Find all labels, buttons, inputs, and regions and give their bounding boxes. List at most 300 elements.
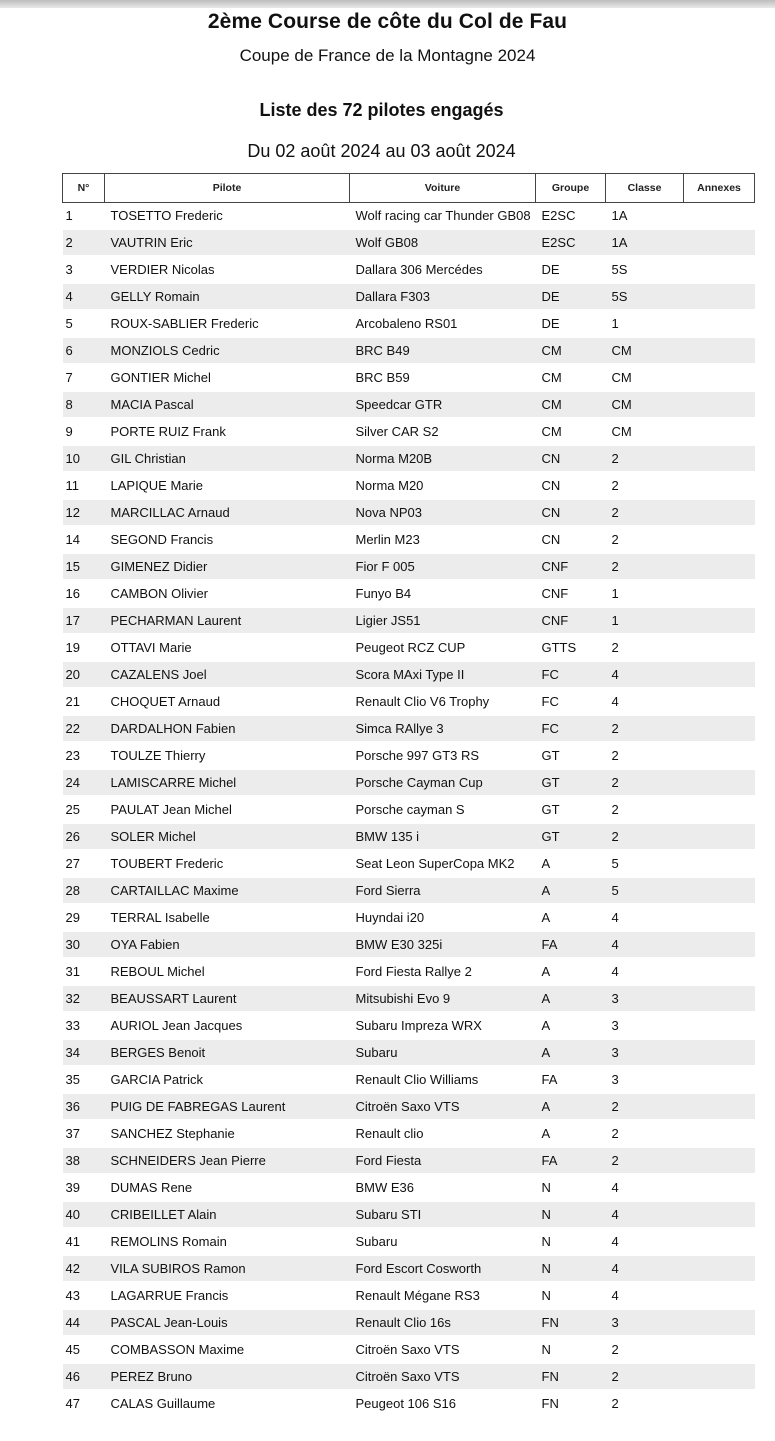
cell-annexes <box>684 796 755 823</box>
cell-group: CN <box>536 526 606 553</box>
cell-pilot: GARCIA Patrick <box>105 1066 350 1093</box>
cell-class: 3 <box>606 1039 684 1066</box>
table-row <box>63 985 755 1012</box>
cell-pilot: PORTE RUIZ Frank <box>105 418 350 445</box>
cell-car: Renault Clio Williams <box>350 1066 536 1093</box>
cell-pilot: SOLER Michel <box>105 823 350 850</box>
cell-annexes <box>684 1336 755 1363</box>
table-row <box>63 229 755 256</box>
cell-number: 33 <box>63 1012 105 1039</box>
cell-number: 28 <box>63 877 105 904</box>
table-row <box>63 1255 755 1282</box>
cell-group: GT <box>536 823 606 850</box>
cell-car: Citroën Saxo VTS <box>350 1363 536 1390</box>
cell-pilot: CAMBON Olivier <box>105 580 350 607</box>
cell-car: Seat Leon SuperCopa MK2 <box>350 850 536 877</box>
cell-pilot: REMOLINS Romain <box>105 1228 350 1255</box>
cell-car: Wolf GB08 <box>350 229 536 256</box>
table-row <box>63 904 755 931</box>
cell-car: Simca RAllye 3 <box>350 715 536 742</box>
cell-pilot: PEREZ Bruno <box>105 1363 350 1390</box>
cell-class: 2 <box>606 715 684 742</box>
cell-annexes <box>684 634 755 661</box>
cell-car: Subaru Impreza WRX <box>350 1012 536 1039</box>
cell-number: 35 <box>63 1066 105 1093</box>
cell-pilot: COMBASSON Maxime <box>105 1336 350 1363</box>
cell-pilot: GONTIER Michel <box>105 364 350 391</box>
cell-group: A <box>536 850 606 877</box>
cell-number: 12 <box>63 499 105 526</box>
cell-group: FA <box>536 931 606 958</box>
cell-pilot: BERGES Benoit <box>105 1039 350 1066</box>
cell-pilot: GIMENEZ Didier <box>105 553 350 580</box>
cell-group: GT <box>536 796 606 823</box>
table-row <box>63 634 755 661</box>
cell-pilot: DARDALHON Fabien <box>105 715 350 742</box>
cell-car: BRC B49 <box>350 337 536 364</box>
cell-car: Subaru <box>350 1228 536 1255</box>
cell-class: 4 <box>606 904 684 931</box>
cell-class: 3 <box>606 985 684 1012</box>
cell-annexes <box>684 445 755 472</box>
cell-number: 6 <box>63 337 105 364</box>
table-row <box>63 850 755 877</box>
cell-pilot: MARCILLAC Arnaud <box>105 499 350 526</box>
cell-car: Renault Mégane RS3 <box>350 1282 536 1309</box>
cell-pilot: SEGOND Francis <box>105 526 350 553</box>
cell-number: 3 <box>63 256 105 283</box>
cell-class: 1A <box>606 203 684 230</box>
cell-group: FA <box>536 1066 606 1093</box>
cell-class: 2 <box>606 634 684 661</box>
cell-car: Mitsubishi Evo 9 <box>350 985 536 1012</box>
cell-group: A <box>536 1039 606 1066</box>
cell-annexes <box>684 256 755 283</box>
cell-number: 26 <box>63 823 105 850</box>
cell-group: CN <box>536 472 606 499</box>
table-row <box>63 1282 755 1309</box>
cell-group: GTTS <box>536 634 606 661</box>
cell-class: 4 <box>606 1282 684 1309</box>
cell-annexes <box>684 526 755 553</box>
table-row <box>63 931 755 958</box>
cell-annexes <box>684 229 755 256</box>
cell-number: 11 <box>63 472 105 499</box>
cell-annexes <box>684 1120 755 1147</box>
cell-number: 38 <box>63 1147 105 1174</box>
cell-pilot: VAUTRIN Eric <box>105 229 350 256</box>
cell-pilot: TOSETTO Frederic <box>105 203 350 230</box>
column-header-number: N° <box>63 174 105 203</box>
cell-annexes <box>684 985 755 1012</box>
cell-class: 5S <box>606 256 684 283</box>
cell-pilot: LAGARRUE Francis <box>105 1282 350 1309</box>
cell-group: CN <box>536 445 606 472</box>
cell-number: 40 <box>63 1201 105 1228</box>
cell-number: 10 <box>63 445 105 472</box>
table-row <box>63 715 755 742</box>
cell-car: Speedcar GTR <box>350 391 536 418</box>
cell-number: 47 <box>63 1390 105 1417</box>
cell-annexes <box>684 1039 755 1066</box>
cell-number: 21 <box>63 688 105 715</box>
table-row <box>63 661 755 688</box>
cell-number: 45 <box>63 1336 105 1363</box>
cell-annexes <box>684 499 755 526</box>
cell-car: Porsche Cayman Cup <box>350 769 536 796</box>
cell-group: A <box>536 958 606 985</box>
cell-group: FA <box>536 1147 606 1174</box>
cell-class: 4 <box>606 1228 684 1255</box>
cell-pilot: PASCAL Jean-Louis <box>105 1309 350 1336</box>
cell-class: 2 <box>606 1336 684 1363</box>
cell-car: Dallara 306 Mercédes <box>350 256 536 283</box>
cell-group: A <box>536 985 606 1012</box>
cell-annexes <box>684 364 755 391</box>
cell-number: 15 <box>63 553 105 580</box>
cell-car: Norma M20 <box>350 472 536 499</box>
cell-annexes <box>684 337 755 364</box>
cell-group: FN <box>536 1309 606 1336</box>
cell-car: Arcobaleno RS01 <box>350 310 536 337</box>
cell-class: 2 <box>606 769 684 796</box>
cell-annexes <box>684 1309 755 1336</box>
cell-number: 5 <box>63 310 105 337</box>
cell-pilot: GIL Christian <box>105 445 350 472</box>
cell-car: Porsche cayman S <box>350 796 536 823</box>
cell-number: 39 <box>63 1174 105 1201</box>
cell-number: 9 <box>63 418 105 445</box>
cell-class: 1 <box>606 580 684 607</box>
cell-pilot: PUIG DE FABREGAS Laurent <box>105 1093 350 1120</box>
cell-car: Nova NP03 <box>350 499 536 526</box>
cell-number: 41 <box>63 1228 105 1255</box>
cell-group: FC <box>536 661 606 688</box>
column-header-class: Classe <box>606 174 684 203</box>
cell-annexes <box>684 742 755 769</box>
cell-car: Citroën Saxo VTS <box>350 1093 536 1120</box>
cell-number: 31 <box>63 958 105 985</box>
cell-number: 43 <box>63 1282 105 1309</box>
cell-group: DE <box>536 256 606 283</box>
cell-annexes <box>684 1201 755 1228</box>
cell-number: 37 <box>63 1120 105 1147</box>
cell-number: 29 <box>63 904 105 931</box>
table-row <box>63 580 755 607</box>
event-subtitle: Coupe de France de la Montagne 2024 <box>239 46 536 65</box>
cell-car: Renault Clio V6 Trophy <box>350 688 536 715</box>
cell-annexes <box>684 553 755 580</box>
table-row <box>63 472 755 499</box>
cell-pilot: ROUX-SABLIER Frederic <box>105 310 350 337</box>
table-row <box>63 1174 755 1201</box>
table-row <box>63 203 755 230</box>
cell-group: DE <box>536 283 606 310</box>
cell-car: Wolf racing car Thunder GB08 <box>350 203 536 230</box>
cell-annexes <box>684 877 755 904</box>
table-row <box>63 1309 755 1336</box>
cell-pilot: OTTAVI Marie <box>105 634 350 661</box>
table-row <box>63 1066 755 1093</box>
cell-annexes <box>684 1255 755 1282</box>
column-header-pilot: Pilote <box>105 174 350 203</box>
cell-number: 25 <box>63 796 105 823</box>
cell-annexes <box>684 715 755 742</box>
cell-annexes <box>684 203 755 230</box>
table-row <box>63 1147 755 1174</box>
cell-group: CNF <box>536 580 606 607</box>
table-row <box>63 499 755 526</box>
cell-group: CNF <box>536 607 606 634</box>
table-row <box>63 1120 755 1147</box>
cell-number: 4 <box>63 283 105 310</box>
cell-annexes <box>684 931 755 958</box>
cell-class: 2 <box>606 796 684 823</box>
cell-pilot: MACIA Pascal <box>105 391 350 418</box>
cell-number: 20 <box>63 661 105 688</box>
cell-car: Fior F 005 <box>350 553 536 580</box>
cell-pilot: PECHARMAN Laurent <box>105 607 350 634</box>
cell-group: CM <box>536 337 606 364</box>
cell-group: E2SC <box>536 229 606 256</box>
table-row <box>63 1093 755 1120</box>
cell-pilot: OYA Fabien <box>105 931 350 958</box>
cell-car: Ford Fiesta Rallye 2 <box>350 958 536 985</box>
cell-class: 4 <box>606 661 684 688</box>
cell-group: FN <box>536 1363 606 1390</box>
cell-annexes <box>684 418 755 445</box>
cell-car: Peugeot RCZ CUP <box>350 634 536 661</box>
cell-number: 7 <box>63 364 105 391</box>
cell-annexes <box>684 1147 755 1174</box>
cell-car: Subaru <box>350 1039 536 1066</box>
table-row <box>63 337 755 364</box>
cell-group: A <box>536 1120 606 1147</box>
cell-annexes <box>684 661 755 688</box>
cell-annexes <box>684 607 755 634</box>
cell-car: BRC B59 <box>350 364 536 391</box>
cell-group: N <box>536 1201 606 1228</box>
cell-number: 19 <box>63 634 105 661</box>
cell-class: 5S <box>606 283 684 310</box>
cell-annexes <box>684 904 755 931</box>
event-dates: Du 02 août 2024 au 03 août 2024 <box>247 141 516 161</box>
cell-pilot: CHOQUET Arnaud <box>105 688 350 715</box>
cell-group: A <box>536 877 606 904</box>
cell-group: GT <box>536 742 606 769</box>
table-row <box>63 1228 755 1255</box>
cell-class: 3 <box>606 1309 684 1336</box>
cell-car: Ford Fiesta <box>350 1147 536 1174</box>
cell-class: 5 <box>606 877 684 904</box>
table-row <box>63 958 755 985</box>
cell-number: 36 <box>63 1093 105 1120</box>
cell-number: 17 <box>63 607 105 634</box>
top-edge-shadow <box>0 0 775 8</box>
cell-car: Subaru STI <box>350 1201 536 1228</box>
table-row <box>63 418 755 445</box>
cell-class: CM <box>606 337 684 364</box>
cell-number: 32 <box>63 985 105 1012</box>
cell-number: 16 <box>63 580 105 607</box>
cell-car: Ford Escort Cosworth <box>350 1255 536 1282</box>
cell-pilot: REBOUL Michel <box>105 958 350 985</box>
cell-group: N <box>536 1174 606 1201</box>
cell-car: Silver CAR S2 <box>350 418 536 445</box>
cell-group: FC <box>536 715 606 742</box>
cell-pilot: VILA SUBIROS Ramon <box>105 1255 350 1282</box>
cell-annexes <box>684 1174 755 1201</box>
cell-annexes <box>684 769 755 796</box>
cell-class: 2 <box>606 1363 684 1390</box>
table-row <box>63 256 755 283</box>
cell-class: 2 <box>606 742 684 769</box>
cell-car: BMW E30 325i <box>350 931 536 958</box>
cell-group: DE <box>536 310 606 337</box>
cell-annexes <box>684 1228 755 1255</box>
cell-car: Norma M20B <box>350 445 536 472</box>
cell-number: 46 <box>63 1363 105 1390</box>
table-row <box>63 283 755 310</box>
entry-list-table <box>62 173 755 1418</box>
cell-annexes <box>684 283 755 310</box>
cell-class: 2 <box>606 445 684 472</box>
cell-group: A <box>536 904 606 931</box>
cell-pilot: PAULAT Jean Michel <box>105 796 350 823</box>
cell-pilot: MONZIOLS Cedric <box>105 337 350 364</box>
cell-class: CM <box>606 418 684 445</box>
table-row <box>63 364 755 391</box>
cell-class: CM <box>606 364 684 391</box>
table-row <box>63 445 755 472</box>
cell-class: 2 <box>606 526 684 553</box>
cell-class: 2 <box>606 472 684 499</box>
cell-class: 2 <box>606 553 684 580</box>
cell-annexes <box>684 1363 755 1390</box>
cell-group: N <box>536 1282 606 1309</box>
column-header-group: Groupe <box>536 174 606 203</box>
cell-class: CM <box>606 391 684 418</box>
cell-annexes <box>684 1282 755 1309</box>
cell-class: 4 <box>606 1201 684 1228</box>
cell-annexes <box>684 391 755 418</box>
cell-class: 4 <box>606 931 684 958</box>
cell-annexes <box>684 1012 755 1039</box>
cell-pilot: LAMISCARRE Michel <box>105 769 350 796</box>
cell-number: 8 <box>63 391 105 418</box>
cell-group: CM <box>536 418 606 445</box>
cell-class: 5 <box>606 850 684 877</box>
column-header-annexes: Annexes <box>684 174 755 203</box>
cell-pilot: TOULZE Thierry <box>105 742 350 769</box>
table-row <box>63 526 755 553</box>
table-row <box>63 1012 755 1039</box>
cell-group: A <box>536 1093 606 1120</box>
cell-number: 23 <box>63 742 105 769</box>
cell-class: 4 <box>606 688 684 715</box>
cell-group: N <box>536 1228 606 1255</box>
cell-car: Ligier JS51 <box>350 607 536 634</box>
cell-pilot: AURIOL Jean Jacques <box>105 1012 350 1039</box>
cell-group: E2SC <box>536 203 606 230</box>
cell-number: 27 <box>63 850 105 877</box>
cell-pilot: CALAS Guillaume <box>105 1390 350 1417</box>
table-row <box>63 1039 755 1066</box>
table-row <box>63 877 755 904</box>
table-row <box>63 1201 755 1228</box>
cell-number: 34 <box>63 1039 105 1066</box>
cell-class: 4 <box>606 1174 684 1201</box>
cell-class: 2 <box>606 1093 684 1120</box>
cell-number: 30 <box>63 931 105 958</box>
cell-car: Peugeot 106 S16 <box>350 1390 536 1417</box>
cell-group: A <box>536 1012 606 1039</box>
cell-annexes <box>684 1093 755 1120</box>
cell-number: 44 <box>63 1309 105 1336</box>
cell-group: CM <box>536 364 606 391</box>
cell-pilot: DUMAS Rene <box>105 1174 350 1201</box>
cell-car: Scora MAxi Type II <box>350 661 536 688</box>
cell-group: FC <box>536 688 606 715</box>
cell-class: 2 <box>606 1390 684 1417</box>
table-row <box>63 553 755 580</box>
cell-number: 24 <box>63 769 105 796</box>
cell-pilot: GELLY Romain <box>105 283 350 310</box>
cell-pilot: BEAUSSART Laurent <box>105 985 350 1012</box>
cell-car: BMW 135 i <box>350 823 536 850</box>
cell-class: 4 <box>606 1255 684 1282</box>
cell-car: Huyndai i20 <box>350 904 536 931</box>
cell-pilot: LAPIQUE Marie <box>105 472 350 499</box>
cell-group: GT <box>536 769 606 796</box>
table-row <box>63 1390 755 1417</box>
table-row <box>63 310 755 337</box>
cell-annexes <box>684 688 755 715</box>
cell-group: CM <box>536 391 606 418</box>
cell-class: 2 <box>606 823 684 850</box>
cell-class: 4 <box>606 958 684 985</box>
table-row <box>63 769 755 796</box>
table-row <box>63 607 755 634</box>
cell-car: Dallara F303 <box>350 283 536 310</box>
column-header-car: Voiture <box>350 174 536 203</box>
cell-car: Funyo B4 <box>350 580 536 607</box>
cell-group: CN <box>536 499 606 526</box>
table-row <box>63 688 755 715</box>
cell-number: 1 <box>63 203 105 230</box>
cell-class: 2 <box>606 499 684 526</box>
cell-class: 1A <box>606 229 684 256</box>
cell-class: 3 <box>606 1066 684 1093</box>
cell-annexes <box>684 472 755 499</box>
table-row <box>63 1336 755 1363</box>
cell-class: 3 <box>606 1012 684 1039</box>
cell-car: Porsche 997 GT3 RS <box>350 742 536 769</box>
cell-pilot: CRIBEILLET Alain <box>105 1201 350 1228</box>
cell-annexes <box>684 1066 755 1093</box>
cell-car: Ford Sierra <box>350 877 536 904</box>
cell-class: 2 <box>606 1120 684 1147</box>
cell-car: Renault Clio 16s <box>350 1309 536 1336</box>
cell-group: N <box>536 1255 606 1282</box>
table-header-row <box>63 174 755 203</box>
cell-annexes <box>684 1390 755 1417</box>
cell-class: 1 <box>606 607 684 634</box>
cell-class: 1 <box>606 310 684 337</box>
cell-annexes <box>684 580 755 607</box>
cell-car: BMW E36 <box>350 1174 536 1201</box>
cell-pilot: VERDIER Nicolas <box>105 256 350 283</box>
